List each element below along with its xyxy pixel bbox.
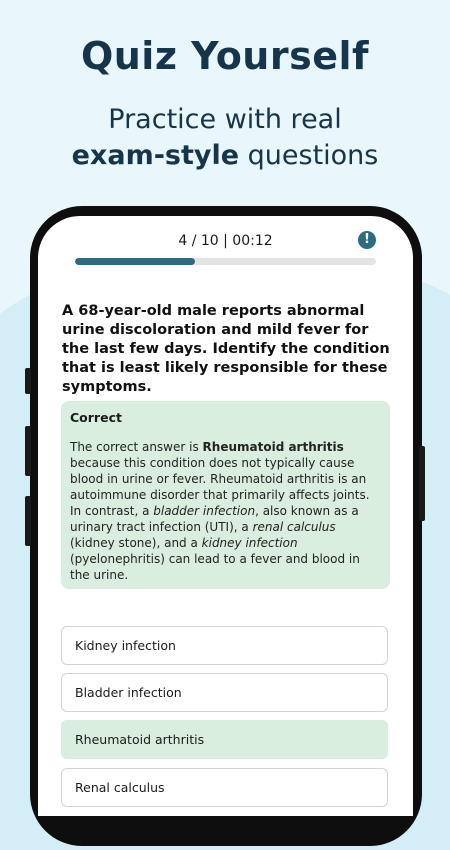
promo-subheadline-line2	[0, 138, 450, 174]
phone-screen	[38, 216, 413, 816]
feedback-title: Correct	[70, 410, 122, 425]
quiz-header	[38, 216, 413, 276]
promo-headline: Quiz Yourself	[80, 34, 370, 78]
answer-option-bladder-infection[interactable]: Bladder infection	[61, 673, 388, 712]
feedback-term: bladder infection	[153, 504, 256, 518]
feedback-text-part: The correct answer is	[70, 440, 203, 454]
feedback-text-part: , also known as a urinary tract infection (UTI), a	[70, 504, 359, 534]
feedback-explanation	[70, 439, 381, 583]
promo-subheadline	[0, 102, 450, 174]
feedback-text-part: (kidney stone), and a	[70, 536, 202, 550]
feedback-text-part: because this condition does not typically cause blood in urine or fever. Rheumatoid arthritis is an autoimmune disorder that primarily affects joints. In contrast, a	[70, 456, 370, 518]
answer-option-kidney-infection[interactable]: Kidney infection	[61, 626, 388, 665]
promo-subheadline-line1: Practice with real	[108, 104, 342, 135]
progress-bar	[75, 258, 376, 265]
feedback-term: kidney infection	[201, 536, 298, 550]
phone-side-button	[25, 496, 31, 546]
progress-bar-fill	[75, 258, 195, 265]
question-text: A 68-year-old male reports abnormal urine discoloration and mild fever for the last few days. Identify the condition that is least likely responsible for these symptoms.	[62, 303, 390, 395]
feedback-term: renal calculus	[252, 520, 336, 534]
phone-side-button	[25, 426, 31, 476]
promo-subheadline-rest: questions	[239, 140, 379, 171]
phone-side-button	[419, 446, 425, 521]
answer-option-renal-calculus[interactable]: Renal calculus	[61, 768, 388, 807]
question-counter-timer: 4 / 10 | 00:12	[178, 233, 273, 249]
feedback-text-part: (pyelonephritis) can lead to a fever and blood in the urine.	[70, 552, 360, 582]
report-issue-icon[interactable]: !	[358, 231, 376, 249]
phone-side-button	[25, 368, 31, 394]
promo-subheadline-bold: exam-style	[71, 140, 240, 171]
answer-feedback-card	[61, 401, 390, 589]
answer-option-rheumatoid-arthritis[interactable]: Rheumatoid arthritis	[61, 720, 388, 759]
feedback-correct-answer: Rheumatoid arthritis	[202, 440, 344, 454]
